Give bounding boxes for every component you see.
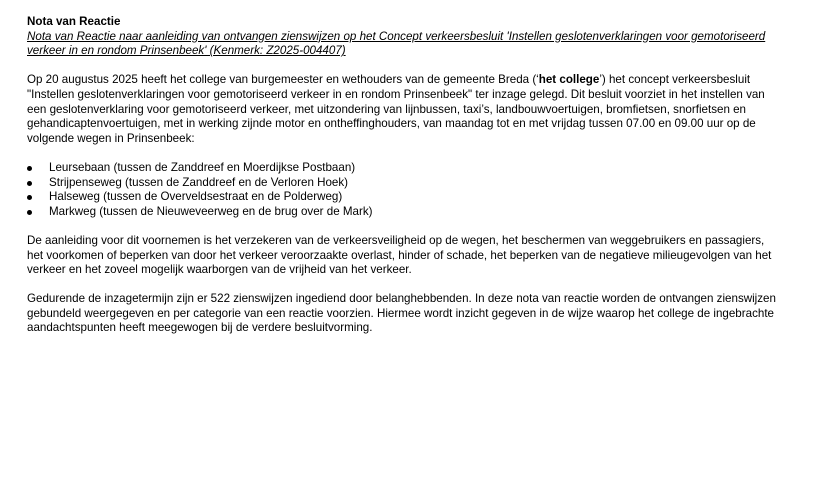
- intro-text-2: ’) het concept verkeersbesluit "Instellen geslotenverklaringen voor gemotoriseerd verkeer in en rondom Prinsenbeek" ter inzage gelegd. Dit besluit voorziet in het instellen van een geslotenverklaring voor gemotoriseerd verkeer, met uitzondering van lijnbussen, taxi’s, landbouwvoertuigen, bromfietsen, snorfietsen en gehandicaptenvoertuigen, met in werking zijnde motor en ontheffinghouders, van maandag tot en met vrijdag tussen 07.00 en 09.00 uur op de volgende wegen in Prinsenbeek:: [27, 73, 765, 145]
- intro-text-1: Op 20 augustus 2025 heeft het college van burgemeester en wethouders van de gemeente Breda (‘: [27, 73, 539, 87]
- intro-bold-term: het college: [538, 73, 600, 87]
- road-label: Halseweg (tussen de Overveldsestraat en de Polderweg): [49, 190, 343, 204]
- list-item: [49, 176, 779, 191]
- list-item: [49, 205, 779, 220]
- reason-paragraph: De aanleiding voor dit voornemen is het verzekeren van de verkeersveiligheid op de wegen, het beschermen van weggebruikers en passagiers, het voorkomen of beperken van door het verkeer veroorzaakte overlast, hinder of schade, het beperken van de negatieve milieugevolgen van het verkeer en het zoveel mogelijk waarborgen van de vrijheid van het verkeer.: [27, 233, 772, 277]
- intro-paragraph: [27, 73, 779, 146]
- document-subtitle: Nota van Reactie naar aanleiding van ontvangen zienswijzen op het Concept verkeersbesluit 'Instellen geslotenverklaringen voor gemotoriseerd verkeer in en rondom Prinsenbeek' (Kenmerk: Z2025-004407): [27, 29, 766, 58]
- road-label: Leursebaan (tussen de Zanddreef en Moerdijkse Postbaan): [49, 160, 356, 174]
- document-title: Nota van Reactie: [27, 15, 121, 28]
- submissions-paragraph: Gedurende de inzagetermijn zijn er 522 zienswijzen ingediend door belanghebbenden. In deze nota van reactie worden de ontvangen zienswijzen gebundeld weergegeven en per categorie van een reactie voorzien. Hiermee wordt inzicht gegeven in de wijze waarop het college de ingebrachte aandachtspunten heeft meegewogen bij de verdere besluitvorming.: [27, 292, 776, 335]
- road-label: Markweg (tussen de Nieuweveerweg en de brug over de Mark): [49, 204, 373, 218]
- road-label: Strijpenseweg (tussen de Zanddreef en de Verloren Hoek): [49, 175, 349, 189]
- document-body: [27, 15, 779, 351]
- list-item: [49, 161, 779, 176]
- list-item: [49, 190, 779, 205]
- road-list: [27, 161, 779, 219]
